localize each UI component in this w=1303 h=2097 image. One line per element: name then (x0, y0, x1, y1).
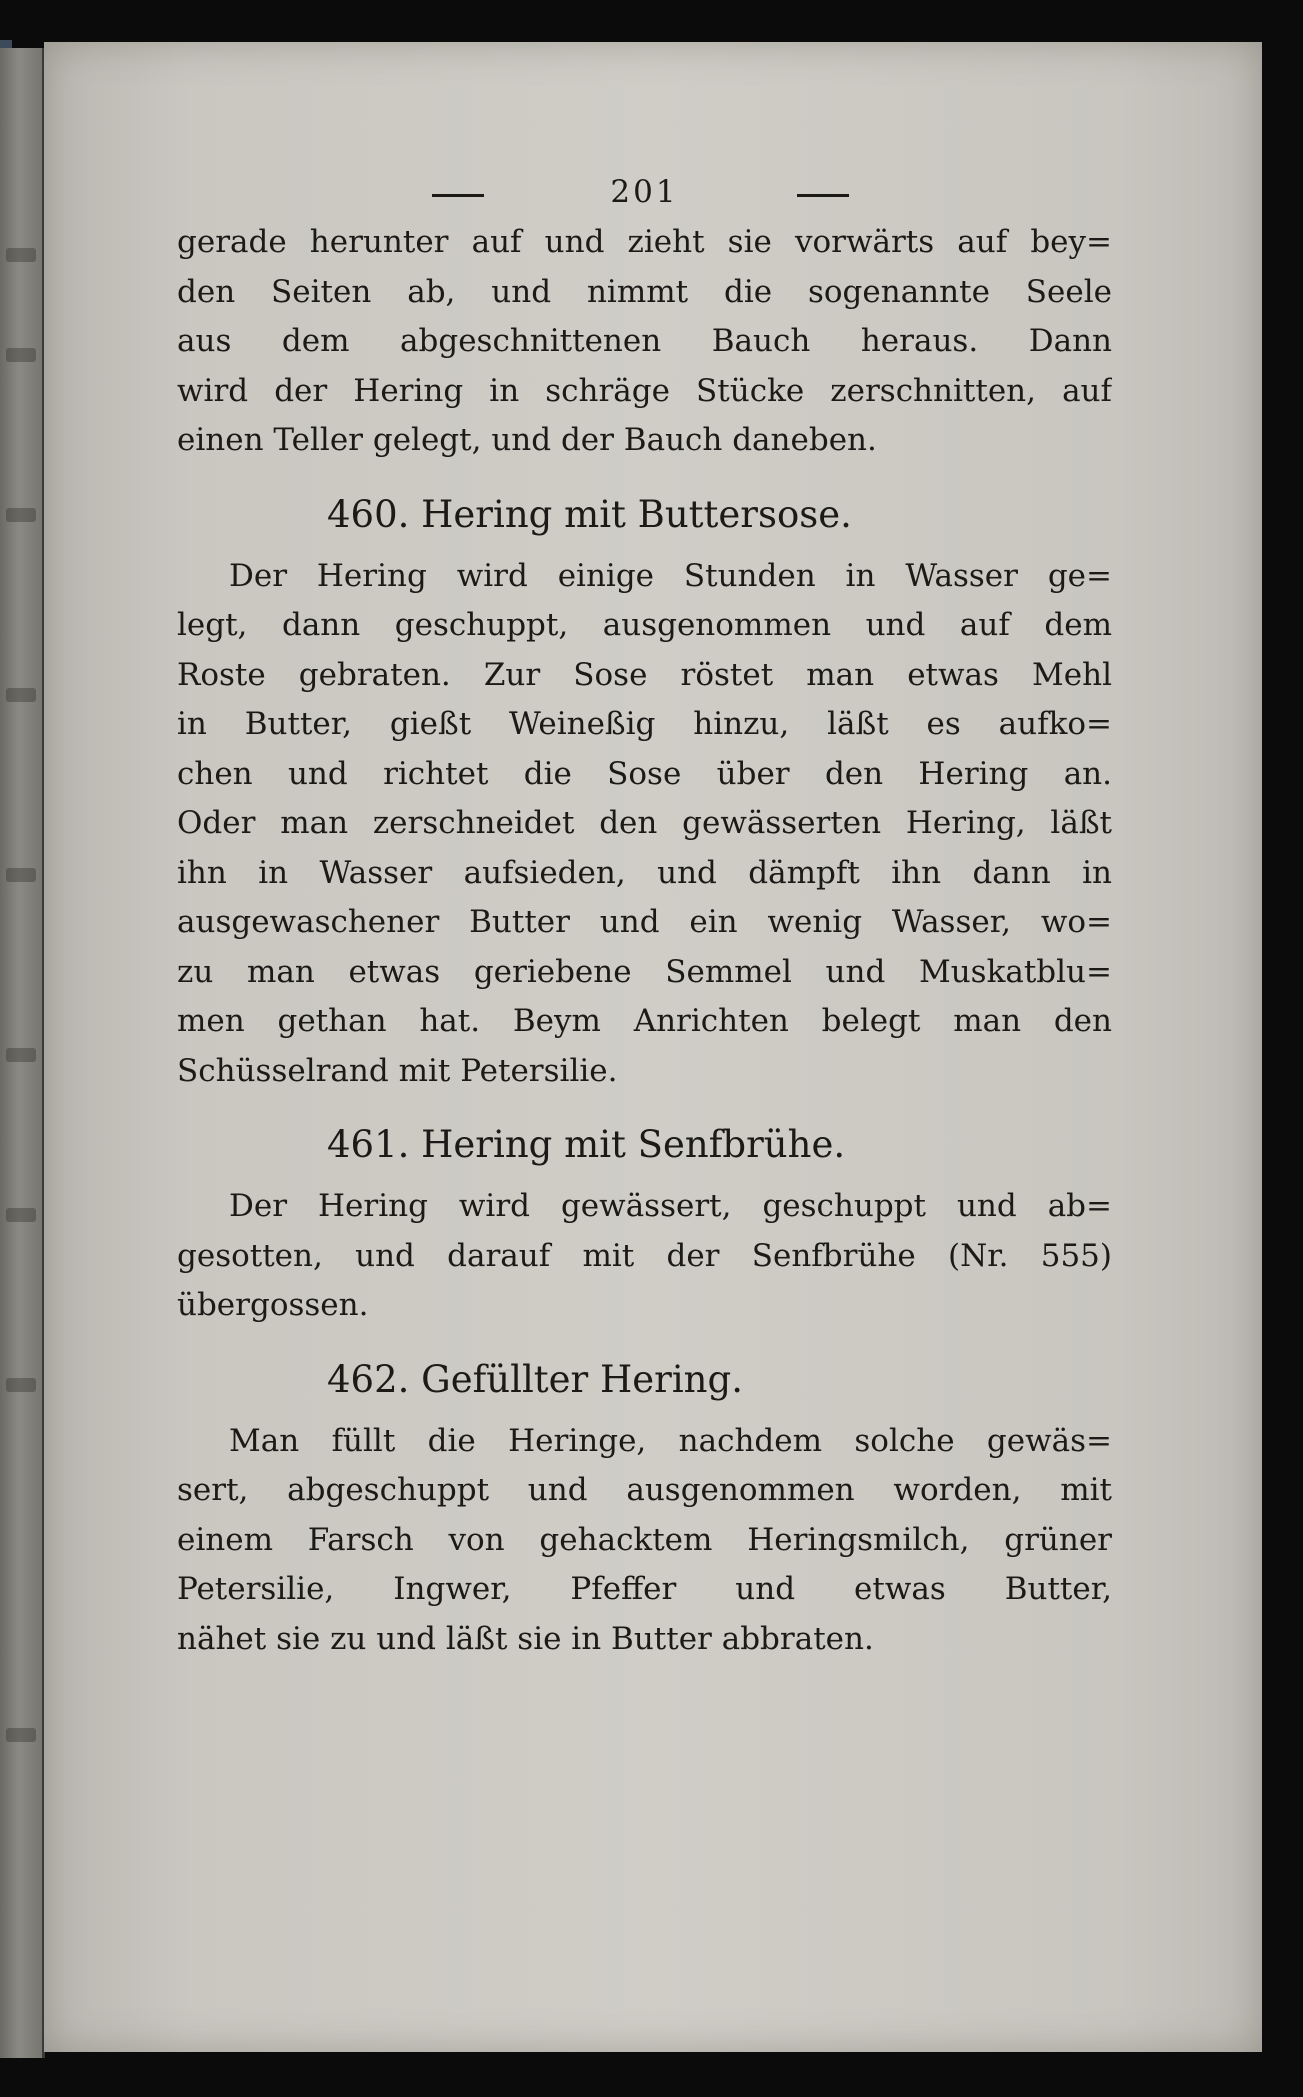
text-line: gesotten, und darauf mit der Senfbrühe (Nr. 555) (177, 1237, 1112, 1274)
bleed-mark (6, 248, 36, 262)
recipe-heading-461: 461. Hering mit Senfbrühe. (327, 1123, 846, 1166)
page-header (177, 174, 1112, 218)
text-line: Der Hering wird gewässert, geschuppt und ab= (229, 1188, 1112, 1224)
book-page (44, 42, 1262, 2052)
bleed-mark (6, 508, 36, 522)
bleed-mark (6, 348, 36, 362)
text-line: einen Teller gelegt, und der Bauch daneben. (177, 422, 877, 458)
text-line: sert, abgeschuppt und ausgenommen worden, mit (177, 1472, 1112, 1508)
intro-paragraph (177, 218, 1112, 466)
bleed-mark (6, 1208, 36, 1222)
page-text (177, 174, 1112, 1664)
text-line: Petersilie, Ingwer, Pfeffer und etwas Butter, (177, 1571, 1112, 1607)
bleed-mark (6, 868, 36, 882)
bleed-mark (6, 1728, 36, 1742)
page-number: 201 (610, 174, 679, 210)
text-line: nähet sie zu und läßt sie in Butter abbraten. (177, 1620, 874, 1657)
text-line: Schüsselrand mit Petersilie. (177, 1052, 618, 1089)
text-line: in Butter, gießt Weineßig hinzu, läßt es aufko= (177, 706, 1112, 742)
previous-page-edge (0, 48, 45, 2058)
text-line: Der Hering wird einige Stunden in Wasser ge= (229, 557, 1112, 594)
text-line: Roste gebraten. Zur Sose röstet man etwas Mehl (177, 656, 1112, 693)
recipe-heading-462: 462. Gefüllter Hering. (327, 1357, 743, 1401)
text-line: Oder man zerschneidet den gewässerten Hering, läßt (177, 805, 1112, 841)
text-line: wird der Hering in schräge Stücke zerschnitten, auf (177, 372, 1112, 409)
bleed-mark (6, 1048, 36, 1062)
text-line: zu man etwas geriebene Semmel und Muskatblu= (177, 953, 1112, 990)
text-line: Man füllt die Heringe, nachdem solche gewäs= (229, 1422, 1112, 1459)
recipe-body-461 (177, 1182, 1112, 1331)
text-line: gerade herunter auf und zieht sie vorwärts auf bey= (177, 224, 1112, 260)
header-dash-right (797, 194, 849, 197)
text-line: ausgewaschener Butter und ein wenig Wasser, wo= (177, 904, 1112, 940)
text-line: chen und richtet die Sose über den Hering an. (177, 755, 1112, 792)
text-line: legt, dann geschuppt, ausgenommen und auf dem (177, 607, 1112, 643)
text-line: aus dem abgeschnittenen Bauch heraus. Dann (177, 323, 1112, 359)
bleed-mark (6, 688, 36, 702)
text-line: den Seiten ab, und nimmt die sogenannte Seele (177, 273, 1112, 310)
text-line: übergossen. (177, 1287, 369, 1323)
text-line: men gethan hat. Beym Anrichten belegt man den (177, 1003, 1112, 1039)
text-line: ihn in Wasser aufsieden, und dämpft ihn dann in (177, 854, 1112, 891)
text-line: einem Farsch von gehacktem Heringsmilch, grüner (177, 1521, 1112, 1558)
recipe-body-462 (177, 1417, 1112, 1665)
recipe-body-460 (177, 552, 1112, 1097)
recipe-heading-460: 460. Hering mit Buttersose. (327, 492, 852, 536)
bleed-mark (6, 1378, 36, 1392)
